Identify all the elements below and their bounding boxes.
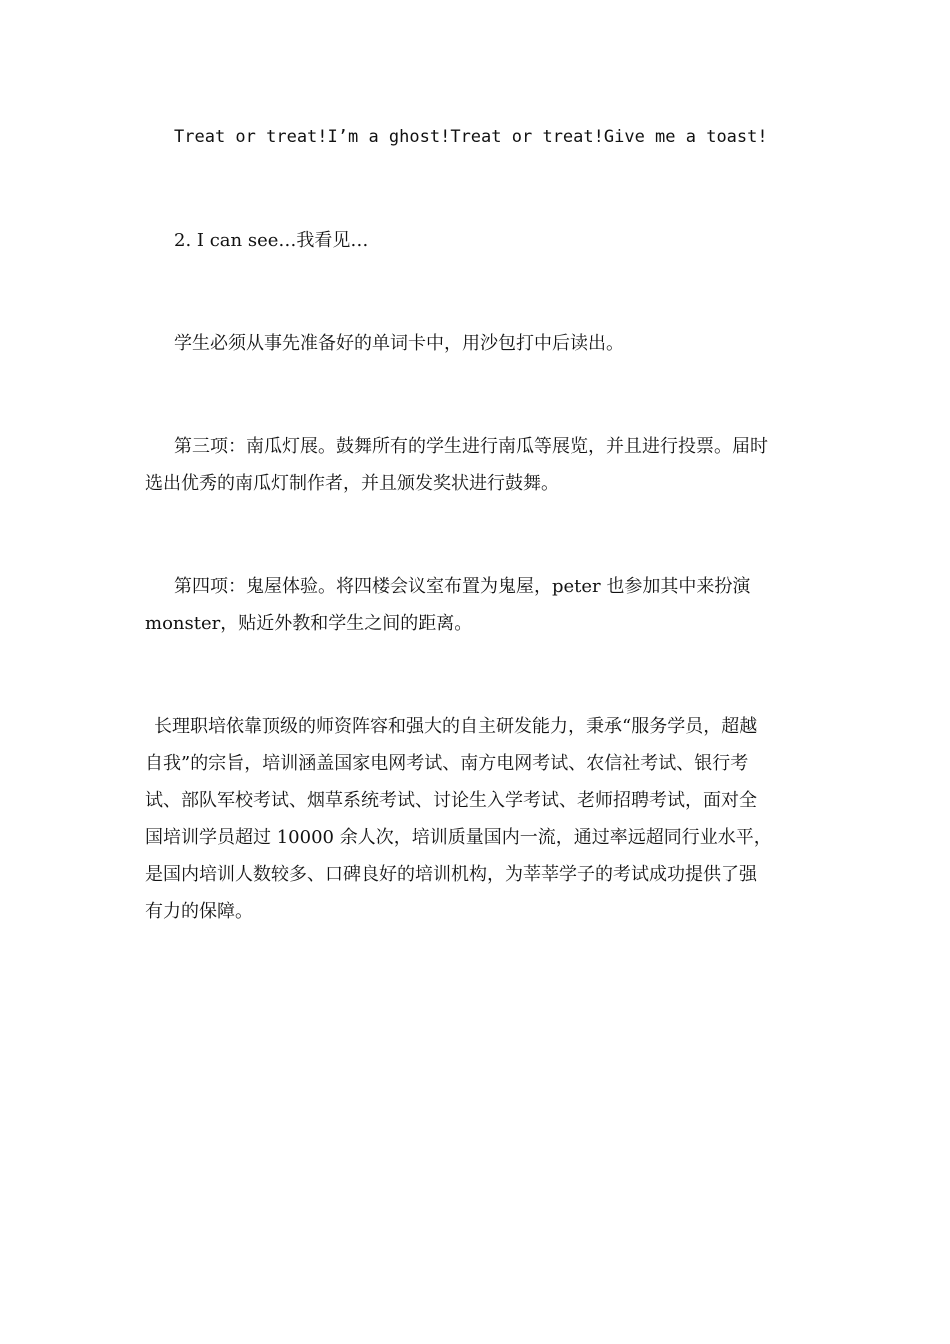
promo-paragraph <box>145 708 810 930</box>
promo-line-3: 试、部队军校考试、烟草系统考试、讨论生入学考试、老师招聘考试，面对全 <box>145 790 757 811</box>
promo-line-6: 有力的保障。 <box>145 901 253 922</box>
promo-line-1: 长理职培依靠顶级的师资阵容和强大的自主研发能力，秉承“服务学员，超越 <box>154 716 758 737</box>
item3-line-1: 第三项：南瓜灯展。鼓舞所有的学生进行南瓜等展览，并且进行投票。届时 <box>174 436 768 457</box>
promo-line-4: 国培训学员超过 10000 余人次，培训质量国内一流，通过率远超同行业水平， <box>145 827 772 848</box>
item3-paragraph <box>145 428 810 502</box>
item2-heading: 2. I can see…我看见… <box>174 230 369 251</box>
promo-line-2: 自我”的宗旨，培训涵盖国家电网考试、南方电网考试、农信社考试、银行考 <box>145 753 749 774</box>
chant-line: Treat or treat!I’m a ghost!Treat or treat!Give me a toast! <box>174 127 768 147</box>
item4-line-1: 第四项：鬼屋体验。将四楼会议室布置为鬼屋，peter 也参加其中来扮演 <box>174 576 751 597</box>
item4-line-2: monster，贴近外教和学生之间的距离。 <box>145 613 473 634</box>
promo-line-5: 是国内培训人数较多、口碑良好的培训机构，为莘莘学子的考试成功提供了强 <box>145 864 757 885</box>
item4-paragraph <box>145 568 810 642</box>
item3-line-2: 选出优秀的南瓜灯制作者，并且颁发奖状进行鼓舞。 <box>145 473 559 494</box>
item2-description: 学生必须从事先准备好的单词卡中，用沙包打中后读出。 <box>174 333 624 354</box>
